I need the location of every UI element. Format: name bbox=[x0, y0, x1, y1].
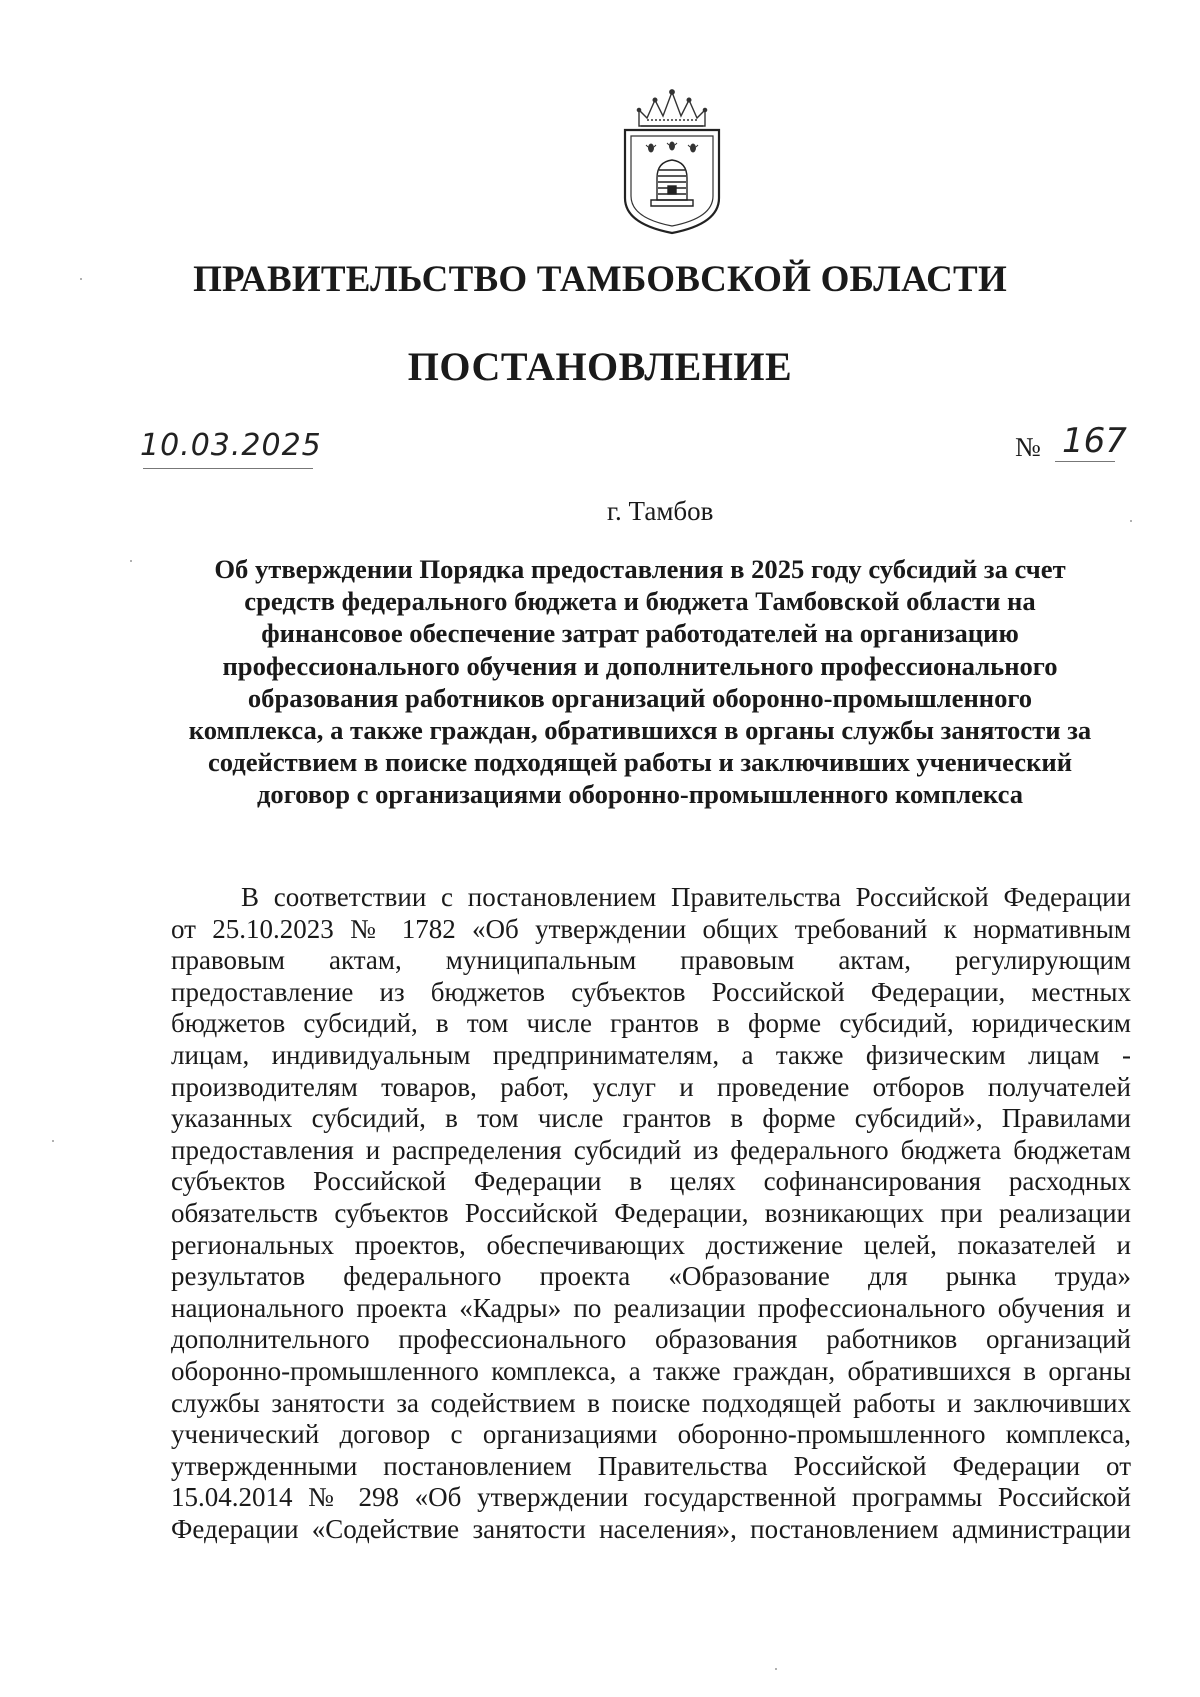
date-underline bbox=[143, 468, 313, 469]
body-line: региональных проектов, обеспечивающих достижение целей, показателей и bbox=[171, 1229, 1131, 1260]
body-line: ученический договор с организациями оборонно-промышленного комплекса, bbox=[171, 1419, 1131, 1450]
body-line: обязательств субъектов Российской Федерации, возникающих при реализации bbox=[171, 1197, 1131, 1228]
body-line: производителям товаров, работ, услуг и проведение отборов получателей bbox=[171, 1071, 1131, 1102]
body-line: результатов федерального проекта «Образование для рынка труда» bbox=[171, 1261, 1131, 1292]
body-line: оборонно-промышленного комплекса, а также граждан, обратившихся в органы bbox=[171, 1355, 1131, 1386]
body-line: Федерации «Содействие занятости населения», постановлением администрации bbox=[171, 1513, 1131, 1544]
body-line: утвержденными постановлением Правительства Российской Федерации от bbox=[171, 1450, 1131, 1481]
subject-line: профессионального обучения и дополнительного профессионального bbox=[222, 650, 1058, 681]
subject-line: средств федерального бюджета и бюджета Тамбовской области на bbox=[244, 586, 1036, 617]
body-line: от 25.10.2023 № 1782 «Об утверждении общих требований к нормативным bbox=[171, 913, 1131, 944]
document-body bbox=[171, 882, 1131, 1545]
body-line: лицам, индивидуальным предпринимателям, а также физическим лицам - bbox=[171, 1039, 1131, 1070]
number-prefix: № bbox=[1015, 432, 1041, 462]
body-line: предоставления и распределения субсидий из федерального бюджета бюджетам bbox=[171, 1134, 1131, 1165]
subject-line: комплекса, а также граждан, обратившихся в органы службы занятости за bbox=[188, 715, 1092, 746]
document-subject bbox=[170, 553, 1110, 811]
city-label: г. Тамбов bbox=[607, 496, 714, 526]
body-line: службы занятости за содействием в поиске подходящей работы и заключивших bbox=[171, 1387, 1131, 1418]
body-line: предоставление из бюджетов субъектов Российской Федерации, местных bbox=[171, 976, 1131, 1007]
body-line: 15.04.2014 № 298 «Об утверждении государственной программы Российской bbox=[171, 1482, 1131, 1513]
subject-line: Об утверждении Порядка предоставления в 2025 году субсидий за счет bbox=[214, 554, 1066, 584]
subject-line: содействием в поиске подходящей работы и заключивших ученический bbox=[207, 747, 1073, 778]
body-line: указанных субсидий, в том числе грантов в форме субсидий», Правилами bbox=[171, 1103, 1131, 1134]
tambov-coat-of-arms-icon bbox=[617, 86, 727, 236]
body-line: правовым актам, муниципальным правовым актам, регулирующим bbox=[171, 945, 1131, 976]
body-line: бюджетов субсидий, в том числе грантов в форме субсидий, юридическим bbox=[171, 1008, 1131, 1039]
subject-line: образования работников организаций оборонно-промышленного bbox=[247, 682, 1033, 713]
subject-line: финансовое обеспечение затрат работодателей на организацию bbox=[261, 618, 1019, 649]
number-underline bbox=[1055, 461, 1115, 462]
document-type-title: ПОСТАНОВЛЕНИЕ bbox=[407, 344, 793, 389]
document-number: 167 bbox=[1062, 421, 1127, 461]
body-line: В соответствии с постановлением Правительства Российской Федерации bbox=[241, 882, 1131, 912]
subject-line: договор с организациями оборонно-промышленного комплекса bbox=[256, 779, 1024, 810]
document-date: 10.03.2025 bbox=[140, 428, 322, 463]
body-line: дополнительного профессионального образования работников организаций bbox=[171, 1324, 1131, 1355]
body-line: субъектов Российской Федерации в целях софинансирования расходных bbox=[171, 1166, 1131, 1197]
organization-title: ПРАВИТЕЛЬСТВО ТАМБОВСКОЙ ОБЛАСТИ bbox=[193, 259, 1007, 300]
body-line: национального проекта «Кадры» по реализации профессионального обучения и bbox=[171, 1292, 1131, 1323]
